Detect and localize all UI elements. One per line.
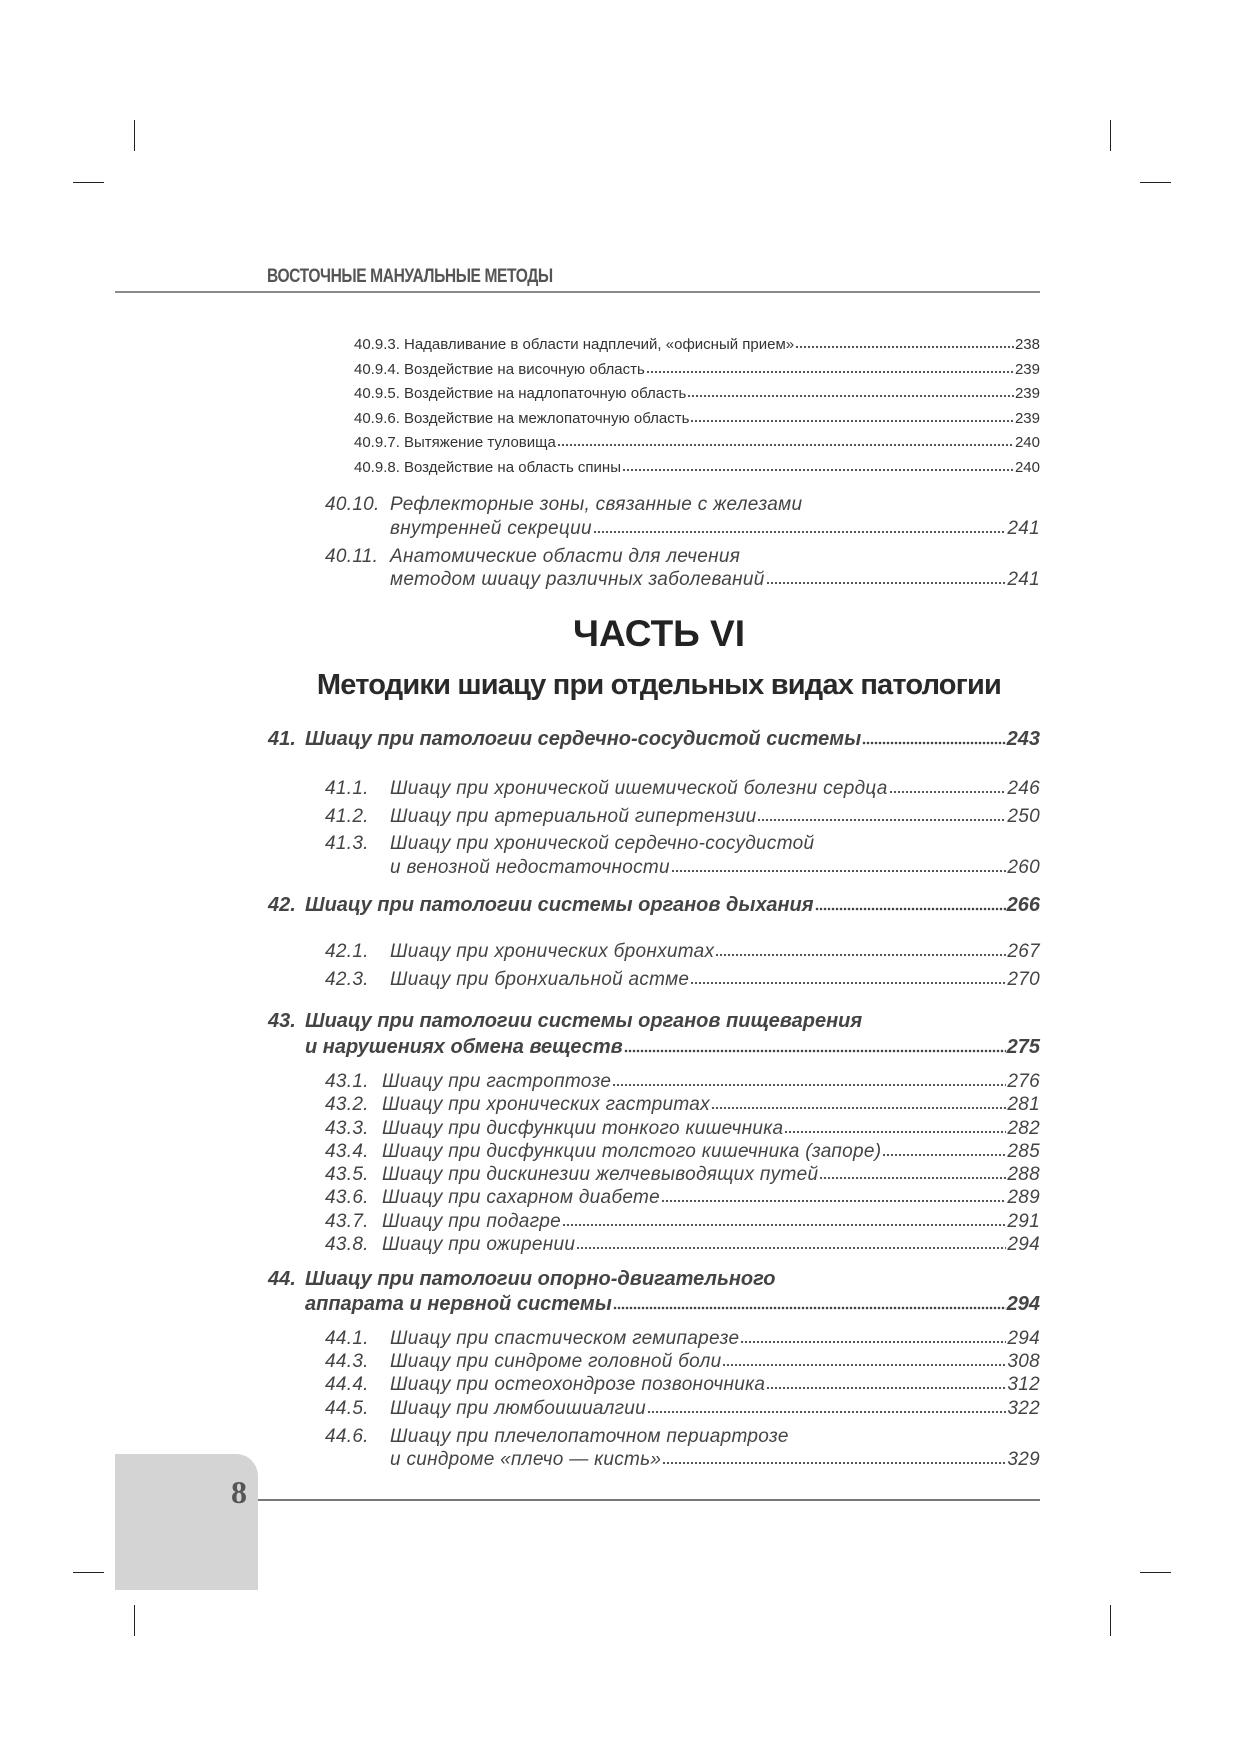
toc-entry-number: 40.9.6.	[354, 410, 400, 427]
crop-mark	[134, 1605, 135, 1636]
part-subtitle: Методики шиацу при отдельных видах патологии	[316, 669, 1002, 701]
toc-entry-page: 240	[1014, 459, 1040, 476]
crop-mark	[73, 1572, 104, 1573]
toc-entry-title: Шиацу при спастическом гемипарезе	[390, 1328, 740, 1349]
toc-entry-title: Шиацу при патологии сердечно-сосудистой системы	[305, 728, 862, 750]
toc-entry-page: 270	[1007, 969, 1040, 990]
dot-leader	[593, 530, 1007, 534]
toc-entry-number: 40.9.4.	[354, 361, 400, 378]
toc-entry-number: 43.3.	[325, 1118, 369, 1139]
page-number-tab	[115, 1454, 258, 1590]
toc-entry-title: Шиацу при патологии системы органов дыхания	[305, 894, 814, 916]
toc-entry-number: 40.9.8.	[354, 459, 400, 476]
toc-entry-number: 44.5.	[325, 1398, 369, 1419]
dot-leader	[646, 370, 1014, 374]
toc-entry-title: Шиацу при артериальной гипертензии	[390, 806, 757, 827]
toc-entry-line[interactable]	[325, 805, 1040, 829]
toc-entry-number: 44.6.	[325, 1426, 369, 1447]
toc-entry-title: Шиацу при ожирении	[382, 1234, 576, 1255]
toc-entry-line[interactable]	[354, 409, 1040, 429]
crop-mark	[73, 182, 104, 183]
dot-leader	[766, 1386, 1006, 1390]
toc-entry-line[interactable]	[325, 1186, 1040, 1210]
toc-entry-title: Шиацу при дисфункции тонкого кишечника	[382, 1118, 784, 1139]
toc-entry-number: 42.3.	[325, 969, 369, 990]
toc-entry-number: 43.7.	[325, 1211, 369, 1232]
toc-entry-page: 246	[1007, 778, 1040, 799]
toc-entry-page: 267	[1007, 941, 1040, 962]
toc-entry-title: внутренней секреции	[390, 518, 592, 539]
toc-entry-line[interactable]	[325, 1163, 1040, 1187]
toc-entry-title: и венозной недостаточности	[390, 857, 670, 878]
header-rule	[115, 291, 1040, 293]
dot-leader	[815, 907, 1006, 911]
toc-entry-line[interactable]	[354, 360, 1040, 380]
toc-entry-line[interactable]	[325, 832, 814, 856]
toc-entry-line[interactable]	[390, 1448, 1040, 1472]
toc-entry-page: 238	[1014, 336, 1040, 353]
toc-entry-number: 41.1.	[325, 778, 369, 799]
toc-entry-title: Шиацу при дискинезии желчевыводящих путей	[382, 1164, 819, 1185]
toc-entry-title: методом шиацу различных заболеваний	[390, 569, 765, 590]
toc-entry-line[interactable]	[325, 545, 740, 569]
toc-entry-page: 282	[1007, 1118, 1040, 1139]
toc-entry-line[interactable]	[325, 1397, 1040, 1421]
dot-leader	[766, 581, 1007, 585]
toc-entry-title: Шиацу при патологии опорно-двигательного	[305, 1268, 776, 1290]
toc-entry-title: Рефлекторные зоны, связанные с железами	[390, 494, 803, 515]
toc-entry-title: и нарушениях обмена веществ	[305, 1036, 623, 1058]
dot-leader	[757, 818, 1006, 822]
toc-entry-page: 239	[1014, 410, 1040, 427]
toc-entry-page: 275	[1006, 1036, 1040, 1058]
toc-entry-title: Надавливание в области надплечий, «офисный прием»	[404, 336, 795, 353]
toc-entry-title: Шиацу при бронхиальной астме	[390, 969, 690, 990]
dot-leader	[576, 1246, 1006, 1250]
toc-entry-title: Воздействие на височную область	[404, 361, 645, 378]
toc-entry-title: Шиацу при сахарном диабете	[382, 1187, 661, 1208]
dot-leader	[557, 443, 1014, 447]
toc-entry-page: 329	[1007, 1449, 1040, 1470]
toc-entry-page: 291	[1007, 1211, 1040, 1232]
crop-mark	[1140, 1572, 1171, 1573]
dot-leader	[882, 1153, 1006, 1157]
toc-entry-line[interactable]	[325, 1233, 1040, 1257]
toc-entry-number: 44.4.	[325, 1374, 369, 1395]
dot-leader	[795, 345, 1014, 349]
toc-entry-page: 239	[1014, 385, 1040, 402]
toc-entry-title: Воздействие на межлопаточную область	[404, 410, 690, 427]
toc-entry-line[interactable]	[354, 458, 1040, 478]
dot-leader	[562, 1223, 1006, 1227]
toc-entry-title: Вытяжение туловища	[404, 434, 556, 451]
toc-entry-title: и синдроме «плечо — кисть»	[390, 1449, 662, 1470]
toc-entry-page: 250	[1007, 806, 1040, 827]
toc-entry-line[interactable]	[325, 1070, 1040, 1094]
toc-entry-line[interactable]	[325, 1210, 1040, 1234]
toc-entry-number: 42.	[268, 894, 296, 916]
dot-leader	[622, 468, 1014, 472]
dot-leader	[647, 1410, 1006, 1414]
toc-entry-page: 308	[1007, 1351, 1040, 1372]
toc-entry-line[interactable]	[325, 493, 802, 517]
toc-entry-page: 322	[1007, 1398, 1040, 1419]
toc-entry-page: 240	[1014, 434, 1040, 451]
toc-entry-number: 43.5.	[325, 1164, 369, 1185]
toc-entry-line[interactable]	[325, 1093, 1040, 1117]
toc-entry-line[interactable]	[325, 777, 1040, 801]
toc-entry-page: 281	[1007, 1094, 1040, 1115]
toc-entry-number: 44.1.	[325, 1328, 369, 1349]
toc-entry-number: 40.9.7.	[354, 434, 400, 451]
toc-entry-number: 40.9.3.	[354, 336, 400, 353]
toc-entry-line[interactable]	[268, 1266, 776, 1292]
toc-entry-title: Шиацу при хронических бронхитах	[390, 941, 715, 962]
toc-entry-page: 294	[1006, 1293, 1040, 1315]
toc-entry-number: 43.4.	[325, 1141, 369, 1162]
toc-entry-title: Шиацу при патологии системы органов пищеварения	[305, 1010, 863, 1032]
toc-entry-line[interactable]	[268, 726, 1040, 752]
dot-leader	[740, 1340, 1006, 1344]
toc-entry-page: 289	[1007, 1187, 1040, 1208]
toc-entry-line[interactable]	[325, 1140, 1040, 1164]
toc-entry-page: 276	[1007, 1071, 1040, 1092]
dot-leader	[784, 1130, 1006, 1134]
toc-entry-title: Шиацу при хронической ишемической болезни сердца	[390, 778, 888, 799]
toc-entry-number: 44.	[268, 1268, 296, 1290]
crop-mark	[134, 120, 135, 151]
toc-entry-number: 43.1.	[325, 1071, 369, 1092]
toc-entry-number: 41.3.	[325, 833, 369, 854]
toc-entry-number: 41.2.	[325, 806, 369, 827]
toc-entry-number: 40.10.	[325, 494, 380, 515]
toc-entry-page: 243	[1006, 728, 1040, 750]
dot-leader	[624, 1049, 1006, 1053]
toc-entry-line[interactable]	[325, 968, 1040, 992]
toc-entry-title: Шиацу при подагре	[382, 1211, 562, 1232]
toc-entry-line[interactable]	[354, 335, 1040, 355]
dot-leader	[662, 1461, 1006, 1465]
dot-leader	[687, 394, 1014, 398]
toc-entry-page: 241	[1007, 569, 1040, 590]
toc-entry-title: Шиацу при остеохондрозе позвоночника	[390, 1374, 766, 1395]
toc-entry-title: Воздействие на надлопаточную область	[404, 385, 687, 402]
toc-entry-number: 43.2.	[325, 1094, 369, 1115]
toc-entry-line[interactable]	[325, 1117, 1040, 1141]
toc-entry-line[interactable]	[325, 1373, 1040, 1397]
toc-entry-number: 43.8.	[325, 1234, 369, 1255]
toc-entry-page: 241	[1007, 518, 1040, 539]
dot-leader	[612, 1083, 1006, 1087]
toc-entry-title: Анатомические области для лечения	[390, 546, 741, 567]
toc-entry-title: аппарата и нервной системы	[305, 1293, 612, 1315]
dot-leader	[661, 1199, 1006, 1203]
toc-entry-line[interactable]	[390, 568, 1040, 592]
toc-entry-line[interactable]	[268, 1008, 862, 1034]
toc-entry-page: 294	[1007, 1328, 1040, 1349]
dot-leader	[889, 790, 1007, 794]
page-number: 8	[231, 1474, 247, 1510]
dot-leader	[862, 741, 1005, 745]
toc-entry-title: Шиацу при дисфункции толстого кишечника (запоре)	[382, 1141, 882, 1162]
toc-entry-line[interactable]	[305, 1291, 1040, 1317]
toc-entry-title: Шиацу при синдроме головной боли	[390, 1351, 722, 1372]
toc-entry-title: Шиацу при плечелопаточном периартрозе	[390, 1426, 789, 1447]
toc-entry-page: 260	[1007, 857, 1040, 878]
dot-leader	[722, 1363, 1006, 1367]
toc-entry-line[interactable]	[325, 1327, 1040, 1351]
crop-mark	[1110, 1605, 1111, 1636]
crop-mark	[1110, 120, 1111, 151]
toc-entry-title: Шиацу при гастроптозе	[382, 1071, 612, 1092]
toc-entry-number: 40.9.5.	[354, 385, 400, 402]
crop-mark	[1140, 182, 1171, 183]
toc-entry-line[interactable]	[268, 892, 1040, 918]
toc-entry-line[interactable]	[354, 384, 1040, 404]
toc-entry-page: 312	[1007, 1374, 1040, 1395]
toc-entry-page: 288	[1007, 1164, 1040, 1185]
toc-entry-line[interactable]	[390, 517, 1040, 541]
toc-entry-page: 266	[1006, 894, 1040, 916]
dot-leader	[690, 981, 1006, 985]
toc-entry-title: Шиацу при люмбоишиалгии	[390, 1398, 647, 1419]
dot-leader	[671, 869, 1007, 873]
toc-entry-number: 43.6.	[325, 1187, 369, 1208]
toc-entry-number: 42.1.	[325, 941, 369, 962]
dot-leader	[613, 1306, 1006, 1310]
toc-entry-title: Шиацу при хронической сердечно-сосудистой	[390, 833, 815, 854]
toc-entry-title: Воздействие на область спины	[404, 459, 621, 476]
toc-entry-number: 44.3.	[325, 1351, 369, 1372]
toc-entry-title: Шиацу при хронических гастритах	[382, 1094, 710, 1115]
toc-entry-line[interactable]	[325, 1425, 789, 1449]
running-head: ВОСТОЧНЫЕ МАНУАЛЬНЫЕ МЕТОДЫ	[267, 266, 553, 287]
toc-entry-page: 239	[1014, 361, 1040, 378]
toc-entry-line[interactable]	[325, 1350, 1040, 1374]
toc-entry-line[interactable]	[325, 940, 1040, 964]
dot-leader	[715, 953, 1006, 957]
footer-rule	[258, 1499, 1040, 1501]
toc-entry-page: 285	[1007, 1141, 1040, 1162]
dot-leader	[819, 1176, 1006, 1180]
toc-entry-number: 43.	[268, 1010, 296, 1032]
toc-entry-page: 294	[1007, 1234, 1040, 1255]
toc-entry-line[interactable]	[305, 1034, 1040, 1060]
dot-leader	[690, 419, 1014, 423]
toc-entry-line[interactable]	[390, 856, 1040, 880]
toc-entry-number: 41.	[268, 728, 296, 750]
toc-entry-line[interactable]	[354, 433, 1040, 453]
part-title: ЧАСТЬ VI	[572, 613, 746, 654]
dot-leader	[711, 1106, 1006, 1110]
toc-entry-number: 40.11.	[325, 546, 379, 567]
